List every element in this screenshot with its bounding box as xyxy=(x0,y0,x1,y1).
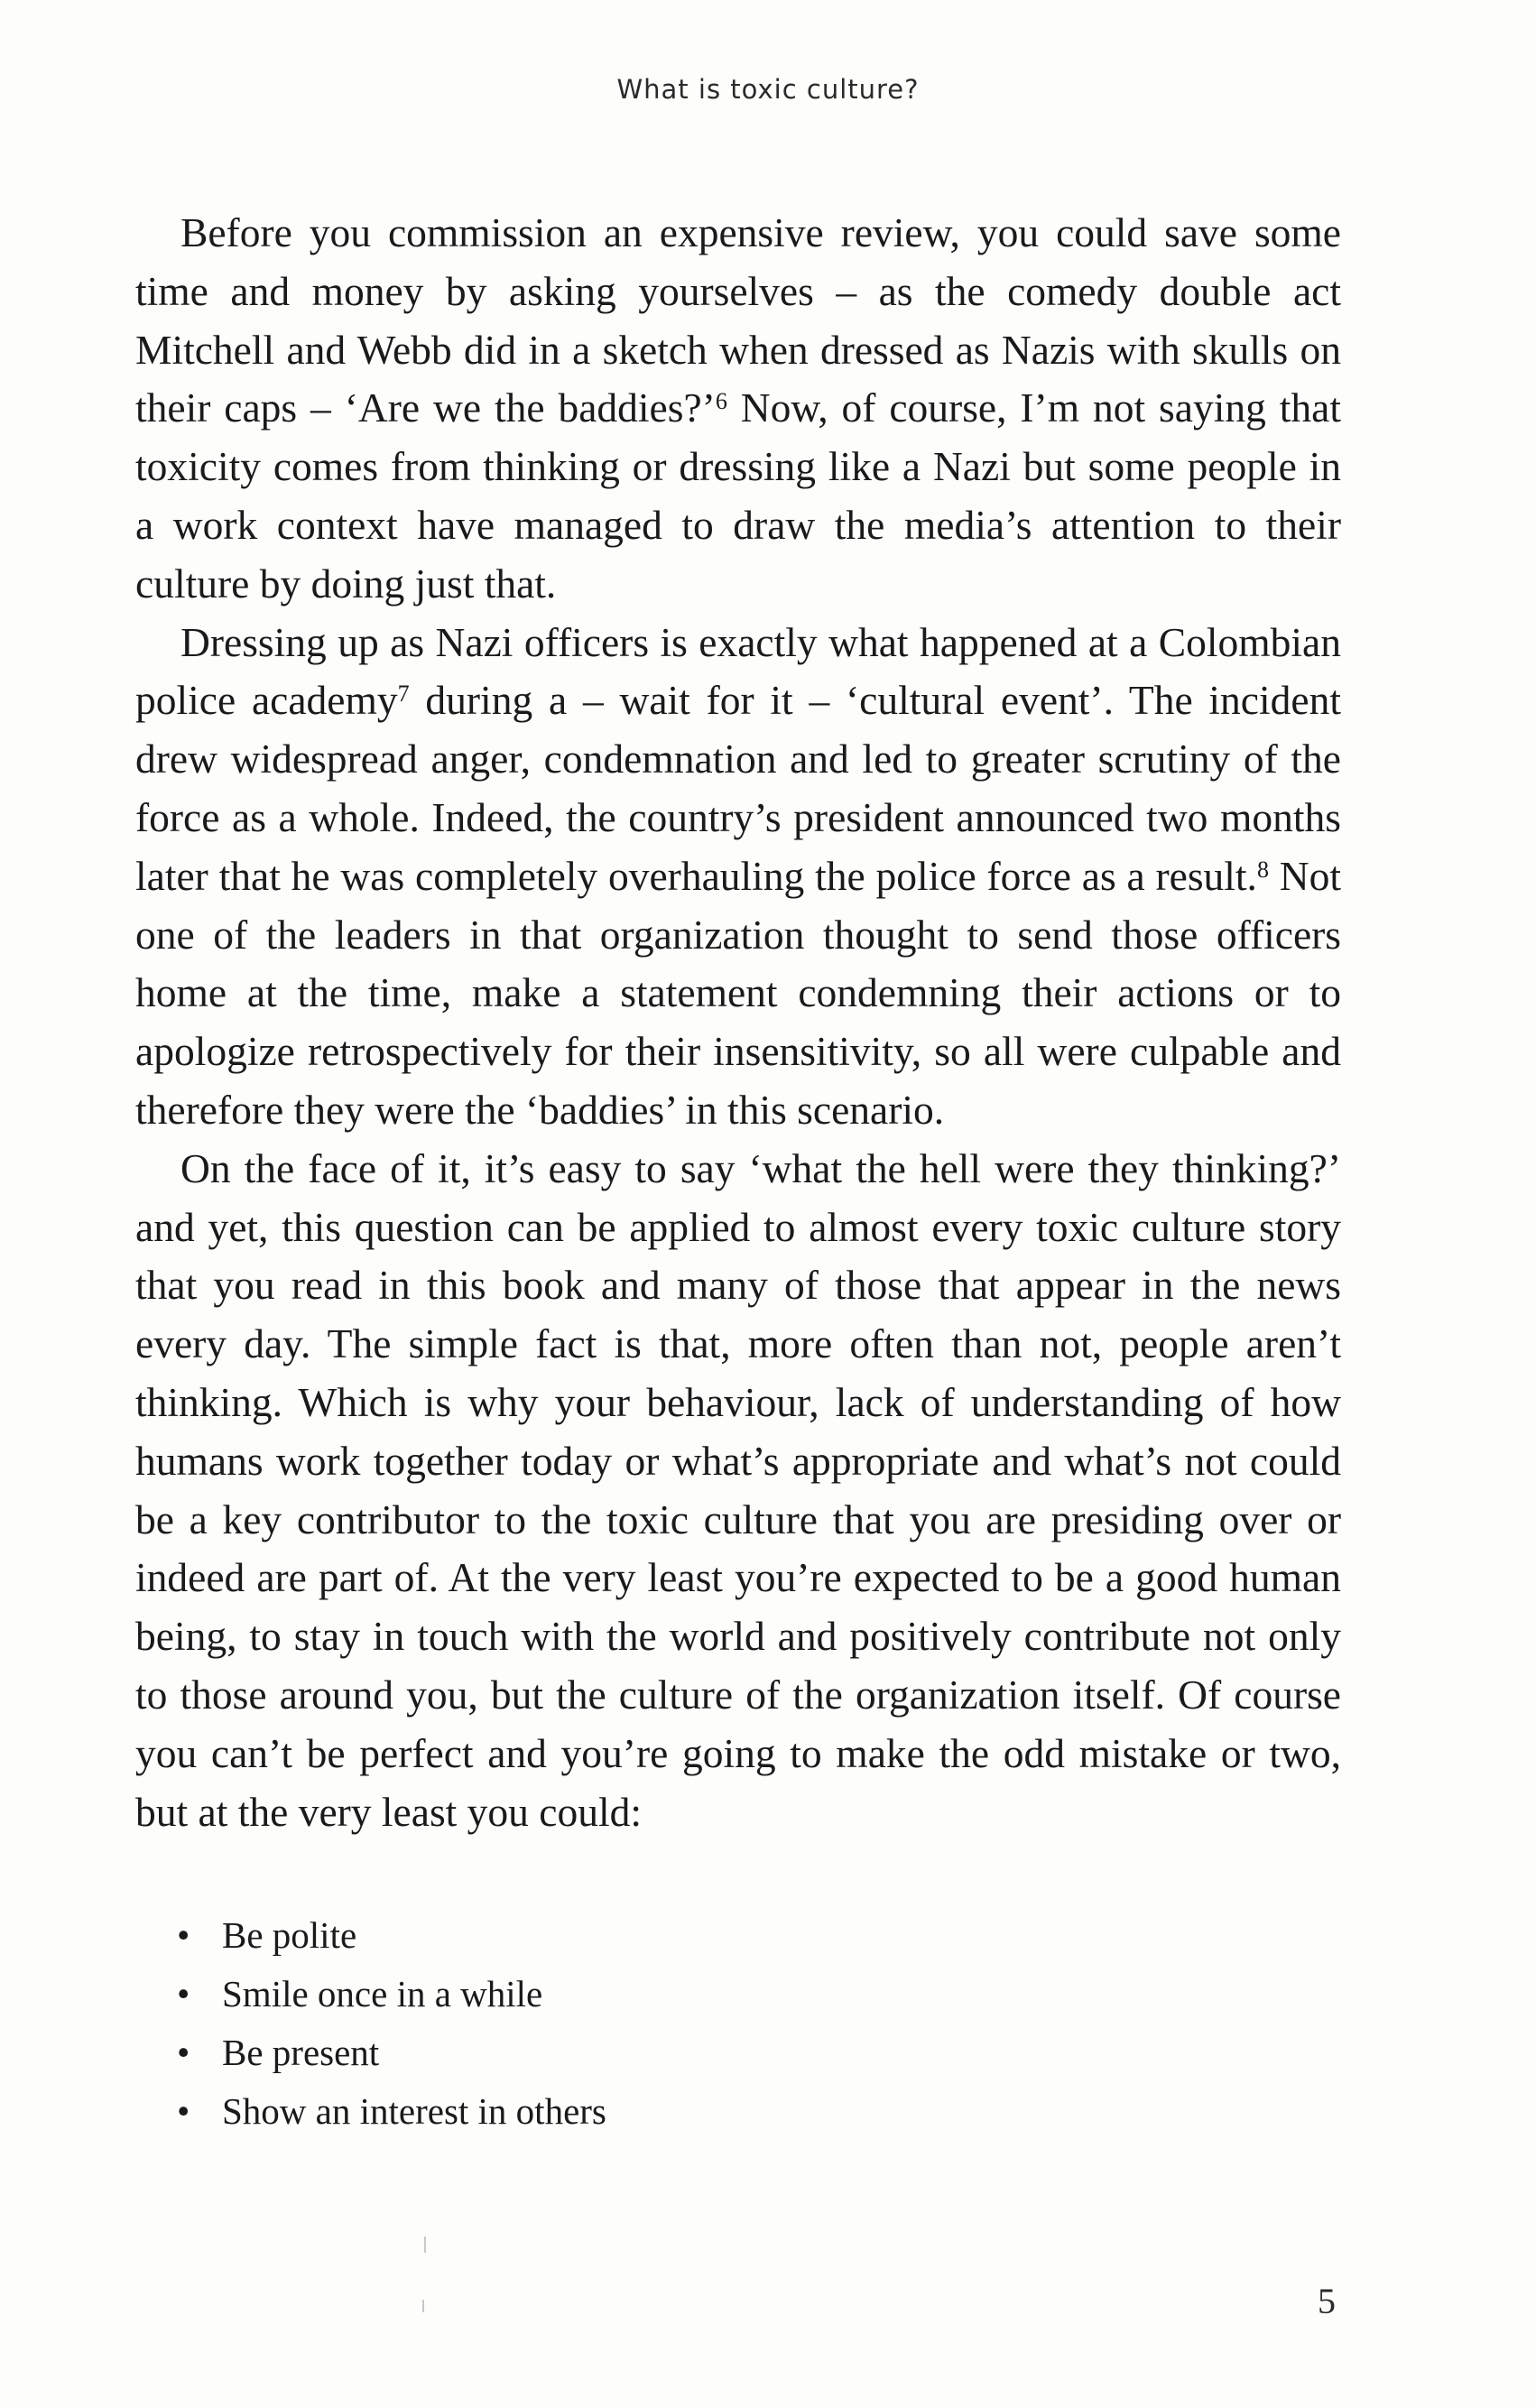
running-head: What is toxic culture? xyxy=(616,74,920,105)
bullet-list xyxy=(177,1906,606,2141)
bullet-icon: • xyxy=(177,1973,190,2014)
paragraph-text: Before you commission an expensive review, you could save some time and money by asking yourselves – as the comedy double act Mitchell and Webb did in a sketch when dressed as Nazis with skulls on their caps – ‘Are we the baddies?’ xyxy=(135,209,1341,431)
list-item xyxy=(177,2082,606,2141)
paragraph-text: Dressing up as Nazi officers is exactly what happened at a Colombian police academy xyxy=(135,618,1341,724)
paragraph-1 xyxy=(135,204,1341,614)
footnote-ref-8[interactable]: 8 xyxy=(1256,856,1269,883)
paragraph-2 xyxy=(135,614,1341,1140)
list-item-text: Smile once in a while xyxy=(222,1973,543,2014)
list-item xyxy=(177,1965,606,2024)
paragraph-text: during a – wait for it – ‘cultural event’. The incident drew widespread anger, condemnation and led to greater scrutiny of the force as a whole. Indeed, the country’s president announced two months later that he was completely overhauling the police force as a result. xyxy=(135,677,1341,899)
list-item-text: Be present xyxy=(222,2032,380,2073)
scan-speck xyxy=(424,2237,426,2253)
bullet-icon: • xyxy=(177,2032,190,2073)
body-text xyxy=(135,204,1341,1841)
bullet-icon: • xyxy=(177,1914,190,1956)
paragraph-3 xyxy=(135,1140,1341,1842)
paragraph-text: Now, of course, I’m not saying that toxicity comes from thinking or dressing like a Nazi but some people in a work context have managed to draw the media’s attention to their culture by doing just that. xyxy=(135,384,1341,607)
scan-speck xyxy=(422,2300,424,2312)
paragraph-text: On the face of it, it’s easy to say ‘what the hell were they thinking?’ and yet, this question can be applied to almost every toxic culture story that you read in this book and many of those that appear in the news every day. The simple fact is that, more often than not, people aren’t thinking. Which is why your behaviour, lack of understanding of how humans work together today or what’s appropriate and what’s not could be a key contributor to the toxic culture that you are presiding over or indeed are part of. At the very least you’re expected to be a good human being, to stay in touch with the world and positively contribute not only to those around you, but the culture of the organization itself. Of course you can’t be perfect and you’re going to make the odd mistake or two, but at the very least you could: xyxy=(135,1144,1341,1835)
list-item xyxy=(177,1906,606,1965)
list-item xyxy=(177,2024,606,2082)
page-number: 5 xyxy=(1318,2281,1336,2321)
list-item-text: Show an interest in others xyxy=(222,2090,606,2132)
bullet-icon: • xyxy=(177,2090,190,2132)
list-item-text: Be polite xyxy=(222,1914,357,1956)
footnote-ref-6[interactable]: 6 xyxy=(715,388,727,415)
paragraph-text: Not one of the leaders in that organization thought to send those officers home at the time, make a statement condemning their actions or to apologize retrospectively for their insensitivity, so all were culpable and therefore they were the ‘baddies’ in this scenario. xyxy=(135,852,1341,1133)
footnote-ref-7[interactable]: 7 xyxy=(397,681,410,708)
